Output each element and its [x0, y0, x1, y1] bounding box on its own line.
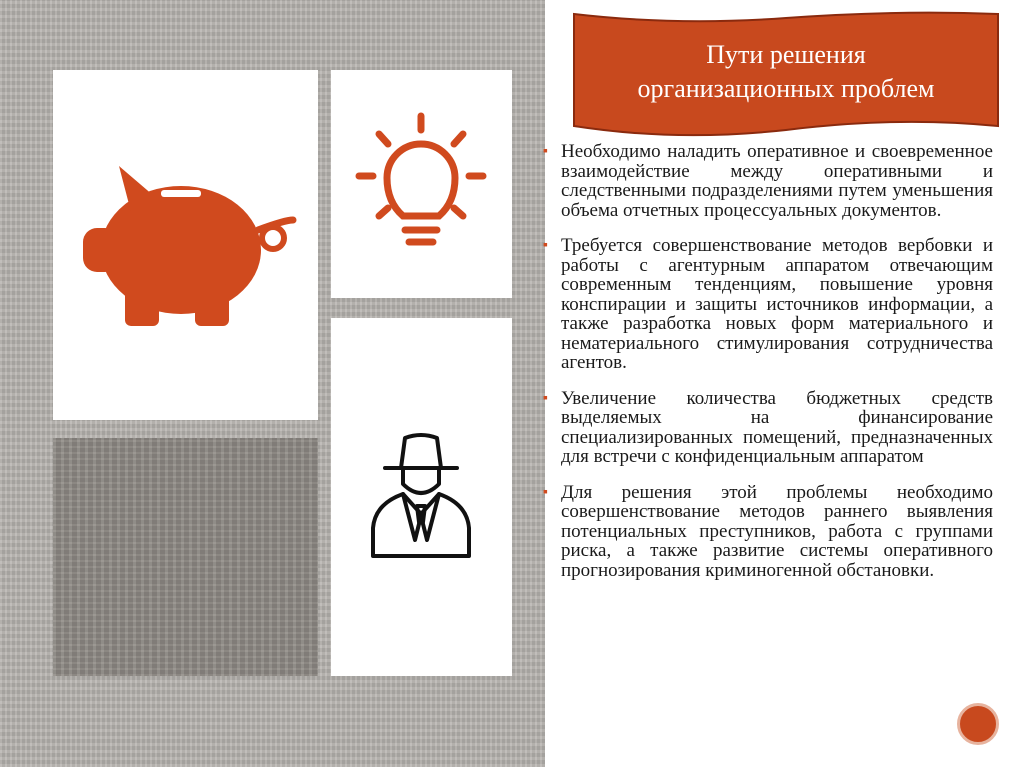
textured-gray-tile: [53, 438, 318, 676]
bullet-text: Для решения этой проблемы необходимо совершенствование методов раннего выявления потенциальных преступников, работа с группами риска, а также развитие системы оперативного прогнозирования криминогенной обстановки.: [561, 481, 993, 581]
lightbulb-icon: [331, 70, 512, 298]
spy-agent-icon: [331, 318, 512, 676]
bullet-marker: ▪: [543, 390, 548, 406]
slide-title-line1: Пути решения: [706, 40, 866, 69]
bullet-text: Требуется совершенствование методов вербовки и работы с агентурным аппаратом отвечающим современным тенденциям, повышение уровня конспирации и защиты источников информации, а также разработка новых форм материального и нематериального стимулирования сотрудничества агентов.: [561, 235, 993, 373]
bullet-marker: ▪: [543, 484, 548, 500]
piggy-bank-icon: [53, 70, 318, 420]
slide-title-line2: организационных проблем: [637, 74, 935, 103]
bullet-marker: ▪: [543, 144, 548, 159]
page-number-badge: [957, 703, 999, 745]
bullet-item: [543, 483, 993, 581]
slide-title: [566, 38, 1006, 106]
spy-tile: [331, 318, 512, 676]
lightbulb-tile: [331, 70, 512, 298]
bullet-marker: ▪: [543, 238, 548, 253]
title-banner: [566, 8, 1006, 143]
bullet-item: [543, 236, 993, 373]
bullet-item: [543, 142, 993, 220]
bullet-text: Необходимо наладить оперативное и своевременное взаимодействие между оперативными и следственными подразделениями путем уменьшения объема отчетных процессуальных документов.: [561, 141, 993, 221]
bullet-item: [543, 389, 993, 467]
bullet-list: [543, 142, 993, 596]
bullet-text: Увеличение количества бюджетных средств выделяемых на финансирование специализированных помещений, предназначенных для встречи с конфиденциальным аппаратом: [561, 387, 993, 467]
piggy-bank-tile: [53, 70, 318, 420]
